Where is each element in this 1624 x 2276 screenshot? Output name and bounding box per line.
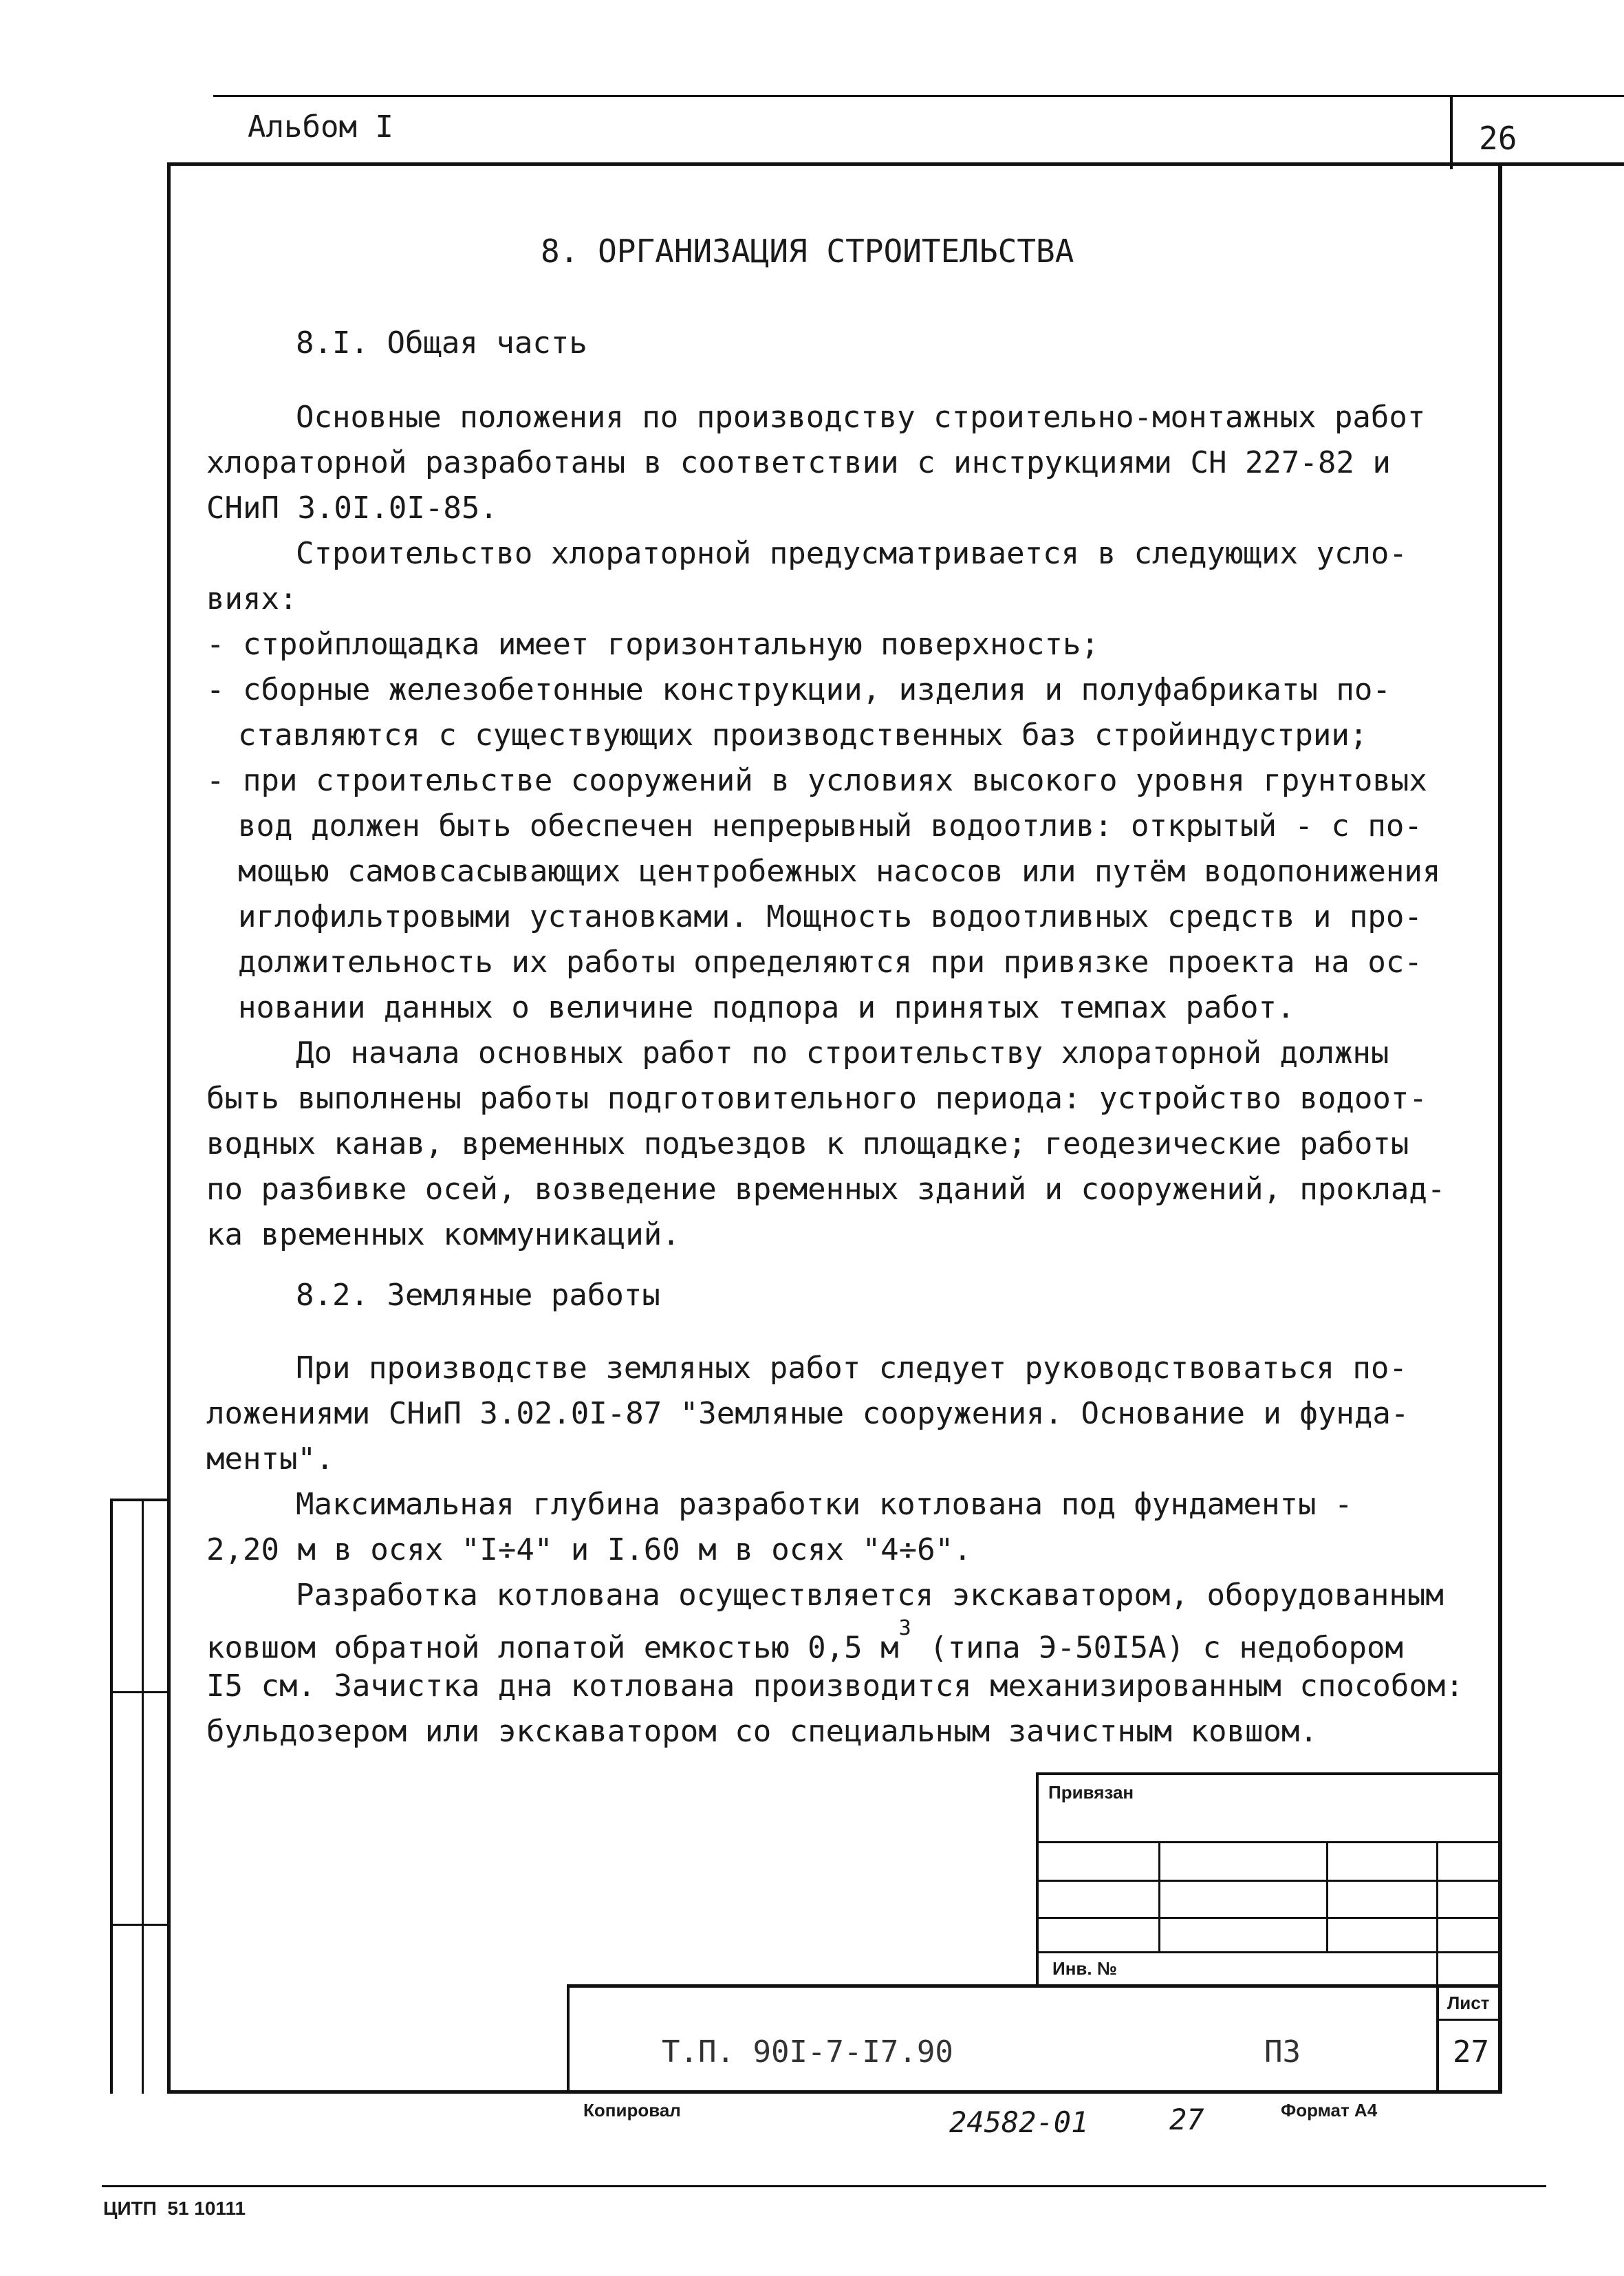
print-rule xyxy=(102,2185,1546,2187)
paragraph-line: До начала основных работ по строительству хлораторной должны xyxy=(296,1035,1389,1071)
list-item-line: мощью самовсасывающих центробежных насосов или путём водопонижения xyxy=(238,854,1441,889)
list-item-line: должительность их работы определяются при привязке проекта на ос- xyxy=(238,945,1422,980)
superscript-cube: 3 xyxy=(898,1616,911,1640)
frame-top xyxy=(167,162,1624,166)
doc-code: Т.П. 90I-7-I7.90 xyxy=(662,2035,953,2070)
line-text: (типа Э-50I5А) с недобором xyxy=(911,1630,1403,1666)
sheet-number: 27 xyxy=(1453,2035,1489,2070)
paragraph-line: бульдозером или экскаватором со специальным зачистным ковшом. xyxy=(206,1714,1318,1749)
sheet-label: Лист xyxy=(1447,1993,1490,2013)
paragraph-line: При производстве земляных работ следует руководствоваться по- xyxy=(296,1351,1407,1386)
paragraph-line: виях: xyxy=(206,581,298,616)
paragraph-line: водных канав, временных подъездов к площадке; геодезические работы xyxy=(206,1126,1409,1161)
paragraph-line: менты". xyxy=(206,1441,334,1477)
list-item-line: новании данных о величине подпора и принятых темпах работ. xyxy=(238,990,1295,1025)
album-label: Альбом I xyxy=(248,109,393,144)
header-top-line xyxy=(213,95,1624,97)
margin-box-top xyxy=(110,1499,171,1501)
bound-row-4 xyxy=(1036,1951,1502,1953)
bound-col-3 xyxy=(1436,1841,1438,1987)
line-text: ковшом обратной лопатой емкостью 0,5 м xyxy=(206,1630,899,1666)
paragraph-line: ка временных коммуникаций. xyxy=(206,1217,680,1252)
order-number: 24582-01 xyxy=(949,2105,1089,2139)
bound-row-3 xyxy=(1036,1917,1502,1919)
paragraph-line: 2,20 м в осях "I÷4" и I.60 м в осях "4÷6". xyxy=(206,1532,972,1567)
paragraph-line: хлораторной разработаны в соответствии с инструкциями СН 227-82 и xyxy=(206,445,1391,480)
stamp-top xyxy=(567,1984,1502,1988)
paragraph-line: по разбивке осей, возведение временных зданий и сооружений, проклад- xyxy=(206,1172,1446,1207)
bound-col-2 xyxy=(1326,1841,1328,1951)
paragraph-line: СНиП 3.0I.0I-85. xyxy=(206,491,498,526)
paragraph-line: быть выполнены работы подготовительного периода: устройство водоот- xyxy=(206,1081,1427,1116)
margin-box-divider xyxy=(142,1499,144,2094)
frame-left xyxy=(167,162,171,2094)
sheet-col-left xyxy=(1436,1984,1439,2094)
print-code: ЦИТП 51 10111 xyxy=(103,2198,246,2219)
paragraph-line: ложениями СНиП 3.02.0I-87 "Земляные сооружения. Основание и фунда- xyxy=(206,1396,1409,1431)
paragraph-line: Максимальная глубина разработки котлована под фундаменты - xyxy=(296,1487,1353,1522)
page-title: 8. ОРГАНИЗАЦИЯ СТРОИТЕЛЬСТВА xyxy=(541,233,1074,270)
frame-right xyxy=(1498,162,1502,2094)
doc-type: ПЗ xyxy=(1264,2035,1301,2070)
list-item-line: ставляются с существующих производственных баз стройиндустрии; xyxy=(238,718,1368,753)
list-item-line: иглофильтровыми установками. Мощность водоотливных средств и про- xyxy=(238,899,1422,934)
bound-block-top xyxy=(1036,1772,1502,1775)
paragraph-line: I5 см. Зачистка дна котлована производится механизированным способом: xyxy=(206,1668,1464,1704)
frame-bottom xyxy=(167,2090,1502,2094)
bound-col-1 xyxy=(1158,1841,1160,1951)
margin-box-row-1 xyxy=(110,1691,171,1693)
paragraph-line: Основные положения по производству строительно-монтажных работ xyxy=(296,400,1426,435)
paragraph-line: Строительство хлораторной предусматривается в следующих усло- xyxy=(296,536,1407,571)
sheet-row xyxy=(1436,2019,1502,2021)
page-number: 26 xyxy=(1479,120,1517,157)
page-mark: 27 xyxy=(1169,2103,1204,2136)
bound-row-2 xyxy=(1036,1880,1502,1882)
list-item-line: - стройплощадка имеет горизонтальную поверхность; xyxy=(206,627,1100,662)
copied-label: Копировал xyxy=(583,2100,681,2121)
bound-label: Привязан xyxy=(1048,1782,1134,1803)
format-label: Формат А4 xyxy=(1281,2100,1378,2121)
section-heading-general: 8.I. Общая часть xyxy=(296,325,587,361)
inv-label: Инв. № xyxy=(1052,1958,1117,1979)
list-item-line: - при строительстве сооружений в условиях высокого уровня грунтовых xyxy=(206,763,1427,798)
list-item-line: вод должен быть обеспечен непрерывный водоотлив: открытый - с по- xyxy=(238,808,1422,844)
section-heading-earthworks: 8.2. Земляные работы xyxy=(296,1278,660,1313)
page-number-box-left xyxy=(1450,95,1453,169)
margin-box-outer xyxy=(110,1499,113,2094)
stamp-left xyxy=(567,1984,570,2094)
margin-box-row-2 xyxy=(110,1924,171,1926)
list-item-line: - сборные железобетонные конструкции, изделия и полуфабрикаты по- xyxy=(206,672,1391,707)
bound-row-1 xyxy=(1036,1841,1502,1843)
paragraph-line: Разработка котлована осуществляется экскаватором, оборудованным xyxy=(296,1578,1444,1613)
